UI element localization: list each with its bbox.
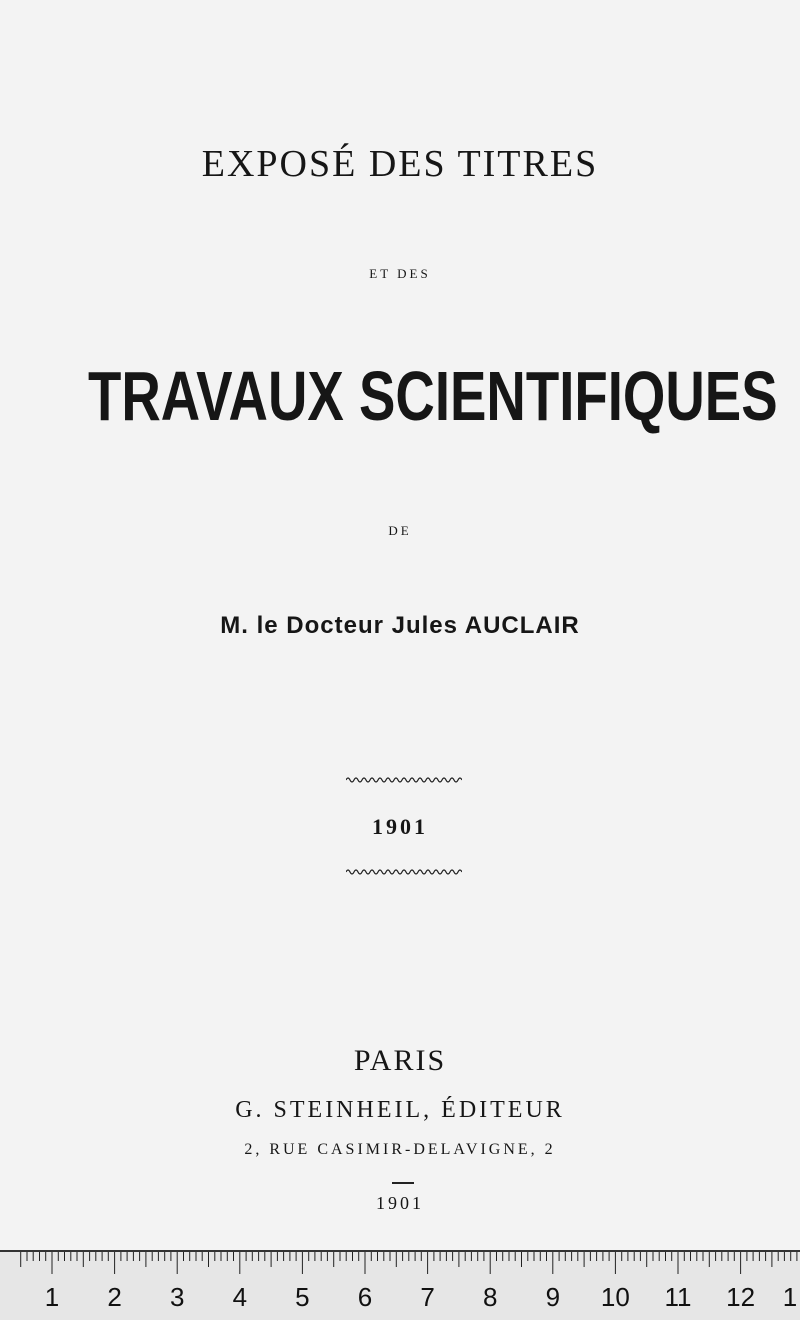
publisher: G. STEINHEIL, ÉDITEUR xyxy=(235,1097,565,1123)
divider-dash xyxy=(392,1182,414,1184)
ruler-number: 5 xyxy=(295,1282,310,1312)
ruler-number: 10 xyxy=(600,1282,630,1312)
year-bottom: 1901 xyxy=(376,1193,424,1213)
year-center: 1901 xyxy=(372,814,428,839)
city: PARIS xyxy=(353,1044,447,1077)
heading-de: DE xyxy=(388,523,412,538)
ruler-number: 3 xyxy=(169,1282,185,1312)
heading-et-des: ET DES xyxy=(369,266,431,281)
ruler-number: 1 xyxy=(782,1282,798,1312)
ruler-ticks xyxy=(0,1252,800,1282)
publisher-address: 2, RUE CASIMIR-DELAVIGNE, 2 xyxy=(244,1141,556,1158)
ruler-number: 9 xyxy=(545,1282,561,1312)
ruler-number: 6 xyxy=(357,1282,373,1312)
author-name: M. le Docteur Jules AUCLAIR xyxy=(220,612,580,639)
ornament-squiggle-top xyxy=(346,776,462,784)
ruler-number: 12 xyxy=(726,1282,756,1312)
measuring-ruler xyxy=(0,1250,800,1320)
heading-main-title: TRAVAUX SCIENTIFIQUES xyxy=(88,357,778,435)
ruler-number: 1 xyxy=(44,1282,60,1312)
ruler-number: 4 xyxy=(232,1282,248,1312)
ruler-number: 7 xyxy=(420,1282,435,1312)
ruler-number: 11 xyxy=(664,1282,692,1312)
ruler-number: 2 xyxy=(107,1282,122,1312)
ruler-number: 8 xyxy=(482,1282,498,1312)
heading-expose: EXPOSÉ DES TITRES xyxy=(201,143,599,185)
ornament-squiggle-bottom xyxy=(346,868,462,876)
